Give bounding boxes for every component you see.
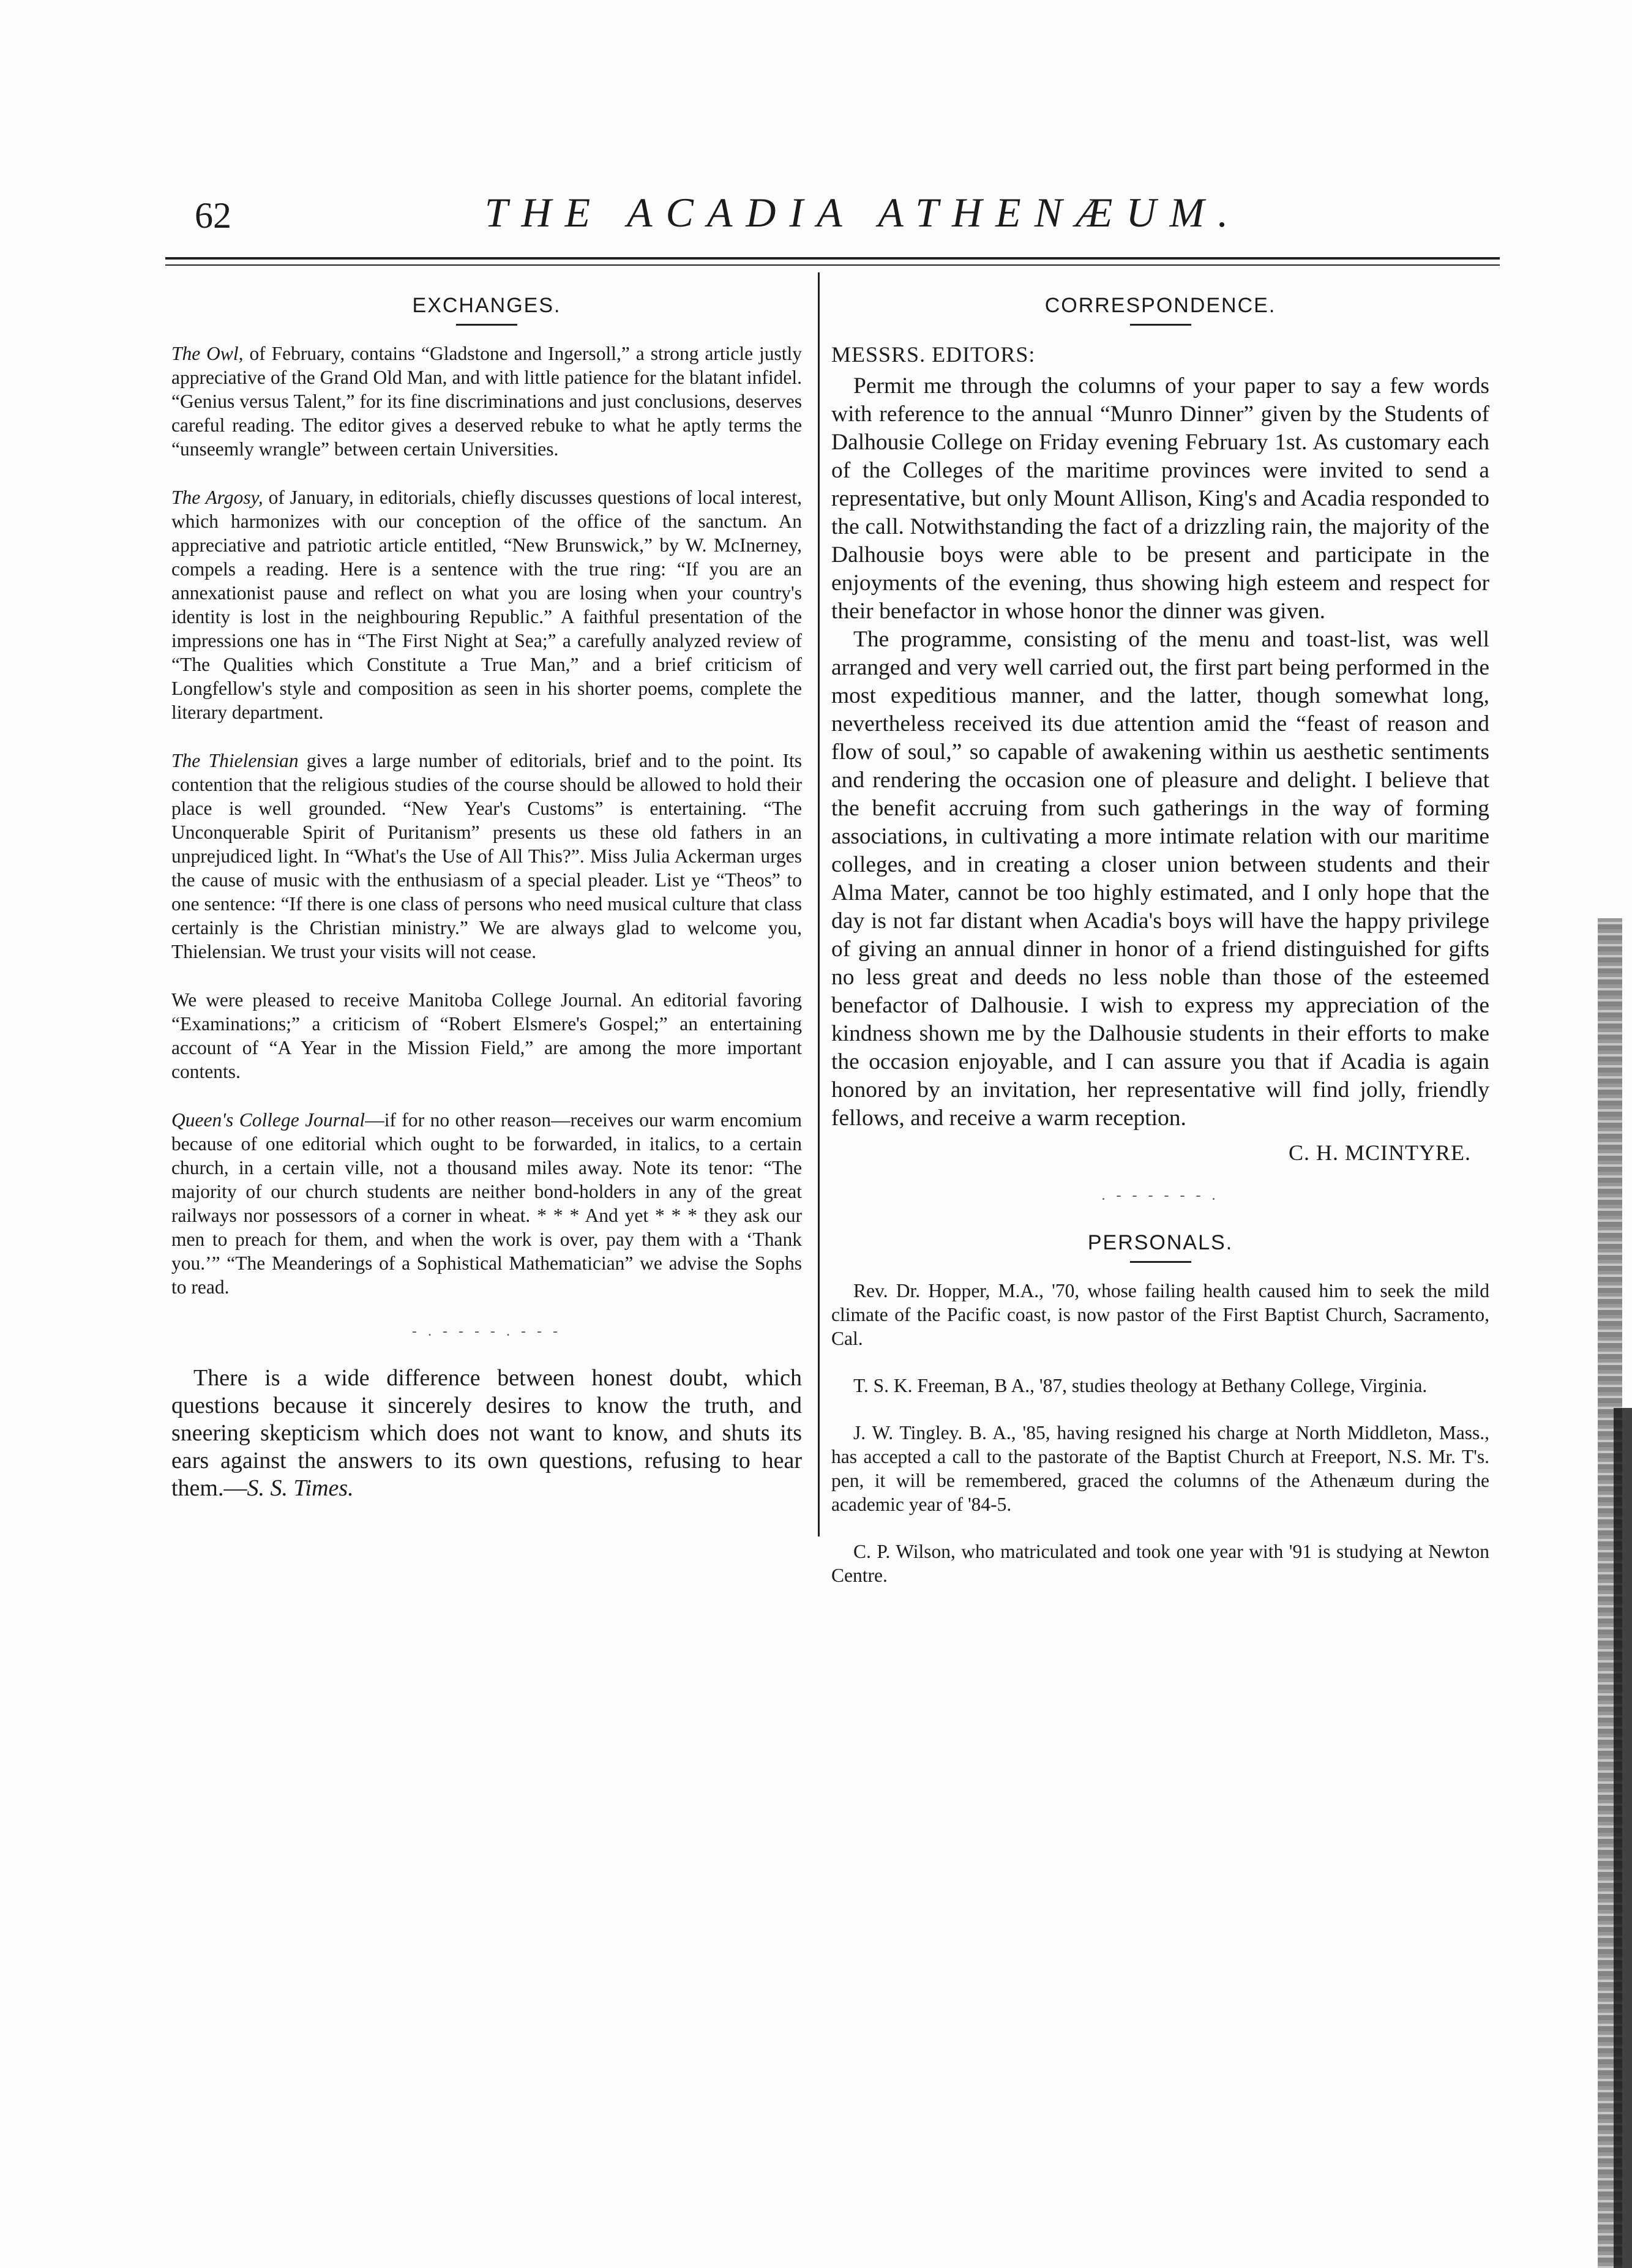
header-rule-thin: [165, 264, 1500, 266]
page-edge-shadow: [1614, 1408, 1632, 2268]
exchange-paragraph: [171, 485, 802, 724]
exchange-text: gives a large number of editorials, brief and to the point. Its contention that the religious studies of the course should be allowed to hold their place is well grounded. “New Year's Customs” is entertaining. “The Unconquerable Spirit of Puritanism” presents us these old fathers in an unprejudiced light. In “What's the Use of All This?”. Miss Julia Ackerman urges the cause of music with the enthusiasm of a special pleader. List ye “Theos” to one sentence: “If there is one class of persons who need musical culture that class certainly is the Christian ministry.” We are always glad to welcome you, Thielensian. We trust your visits will not cease.: [171, 750, 802, 962]
right-column: [831, 294, 1489, 1611]
quote-source: S. S. Times.: [247, 1475, 354, 1501]
exchange-paragraph: [171, 749, 802, 964]
correspondence-heading: CORRESPONDENCE.: [1044, 294, 1276, 317]
exchange-paragraph: [171, 988, 802, 1083]
letter-paragraph: The programme, consisting of the menu and toast-list, was well arranged and very well carried out, the first part being performed in the most expeditious manner, and the latter, though somewhat long, nevertheless received its due attention amid the “feast of reason and flow of soul,” so capable of awakening within us aesthetic sentiments and rendering the occasion one of pleasure and delight. I believe that the benefit accruing from such gatherings in the way of forming associations, in cultivating a more intimate relation with our maritime colleges, and in creating a closer union between students and their Alma Mater, cannot be too highly estimated, and I only hope that the day is not far distant when Acadia's boys will have the happy privilege of giving an annual dinner in honor of a friend distinguished for gifts no less great and deeds no less noble than those of the esteemed benefactor of Dalhousie. I wish to express my appreciation of the kindness shown me by the Dalhousie students in their efforts to make the occasion enjoyable, and I can assure you that if Acadia is again honored by an invitation, her representative will find jolly, friendly fellows, and receive a warm reception.: [831, 627, 1489, 1131]
personals-heading-rule: [1130, 1261, 1191, 1263]
exchange-text: of February, contains “Gladstone and Ingersoll,” a strong article justly appreciative of the Grand Old Man, and with little patience for the blatant infidel. “Genius versus Talent,” for its fine discriminations and just conclusions, deserves careful reading. The editor gives a deserved rebuke to what he aptly terms the “unseemly wrangle” between certain Universities.: [171, 343, 802, 460]
exchange-text: —if for no other reason—receives our warm encomium because of one editorial which ought to be forwarded, in italics, to a certain church, in a certain ville, not a thousand miles away. Note its tenor: “The majority of our church students are neither bond-holders in any of the great railways nor possessors of a corner in wheat. * * * And yet * * * they ask our men to preach for them, and when the work is over, pay them with a ‘Thank you.’” “The Meanderings of a Sophistical Mathematician” we advise the Sophs to read.: [171, 1109, 802, 1298]
personal-item: J. W. Tingley. B. A., '85, having resigned his charge at North Middleton, Mass., has accepted a call to the pastorate of the Baptist Church at Freeport, N.S. Mr. T's. pen, it will be remembered, graced the columns of the Athenæum during the academic year of '84-5.: [831, 1422, 1489, 1515]
personal-item: Rev. Dr. Hopper, M.A., '70, whose failing health caused him to seek the mild climate of the Pacific coast, is now pastor of the First Baptist Church, Sacramento, Cal.: [831, 1280, 1489, 1349]
exchange-title: The Thielensian: [171, 750, 299, 771]
exchanges-heading-rule: [456, 324, 517, 326]
personals-heading: PERSONALS.: [1087, 1231, 1233, 1254]
correspondence-heading-rule: [1130, 324, 1191, 326]
exchange-text: We were pleased to receive Manitoba College Journal. An editorial favoring “Examinations;” a criticism of “Robert Elsmere's Gospel;” an entertaining account of “A Year in the Mission Field,” are among the more important contents.: [171, 989, 802, 1082]
personal-item: T. S. K. Freeman, B A., '87, studies theology at Bethany College, Virginia.: [853, 1375, 1428, 1396]
section-separator: . - - - - - - .: [1101, 1188, 1219, 1203]
exchange-title: The Argosy,: [171, 487, 263, 508]
page-number: 62: [195, 195, 231, 236]
exchange-title: The Owl,: [171, 343, 244, 364]
personals-body: [831, 1279, 1489, 1587]
section-separator: - . - - - - . - - -: [412, 1323, 561, 1339]
quote-paragraph: [171, 1364, 802, 1502]
exchanges-body: [171, 342, 802, 1299]
closing-quote: [171, 1364, 802, 1502]
exchange-text: of January, in editorials, chiefly discusses questions of local interest, which harmonizes with our conception of the office of the sanctum. An appreciative and patriotic article entitled, “New Brunswick,” by W. McInerney, compels a reading. Here is a sentence with the true ring: “If you are an annexationist pause and reflect on what you are losing when your country's identity is lost in the neighbouring Republic.” A faithful presentation of the impressions one has in “The First Night at Sea;” a carefully analyzed review of “The Qualities which Constitute a True Man,” and a brief criticism of Longfellow's style and composition as seen in his shorter poems, complete the literary department.: [171, 487, 802, 723]
exchange-paragraph: [171, 1108, 802, 1299]
quote-text: There is a wide difference between honest doubt, which questions because it sincerely desires to know the truth, and sneering skepticism which does not want to know, and shuts its ears against the answers to its own questions, refusing to hear them.—: [171, 1365, 802, 1501]
correspondence-body: [831, 372, 1489, 1132]
header-rule: [165, 257, 1500, 260]
letter-signature: C. H. MCINTYRE.: [1288, 1140, 1471, 1165]
salutation: MESSRS. EDITORS:: [831, 342, 1036, 367]
exchange-title: Queen's College Journal: [171, 1109, 365, 1131]
running-title: THE ACADIA ATHENÆUM.: [484, 189, 1242, 236]
letter-paragraph: Permit me through the columns of your paper to say a few words with reference to the annual “Munro Dinner” given by the Students of Dalhousie College on Friday evening February 1st. As customary each of the Colleges of the maritime provinces were invited to send a representative, but only Mount Allison, King's and Acadia responded to the call. Notwithstanding the fact of a drizzling rain, the majority of the Dalhousie boys were able to be present and participate in the enjoyments of the evening, thus showing high esteem and respect for their benefactor in whose honor the dinner was given.: [831, 373, 1489, 624]
personal-item: C. P. Wilson, who matriculated and took one year with '91 is studying at Newton Centre.: [831, 1541, 1489, 1586]
left-column: [171, 294, 802, 1502]
column-divider: [818, 272, 820, 1536]
exchange-paragraph: [171, 342, 802, 461]
exchanges-heading: EXCHANGES.: [412, 294, 561, 317]
